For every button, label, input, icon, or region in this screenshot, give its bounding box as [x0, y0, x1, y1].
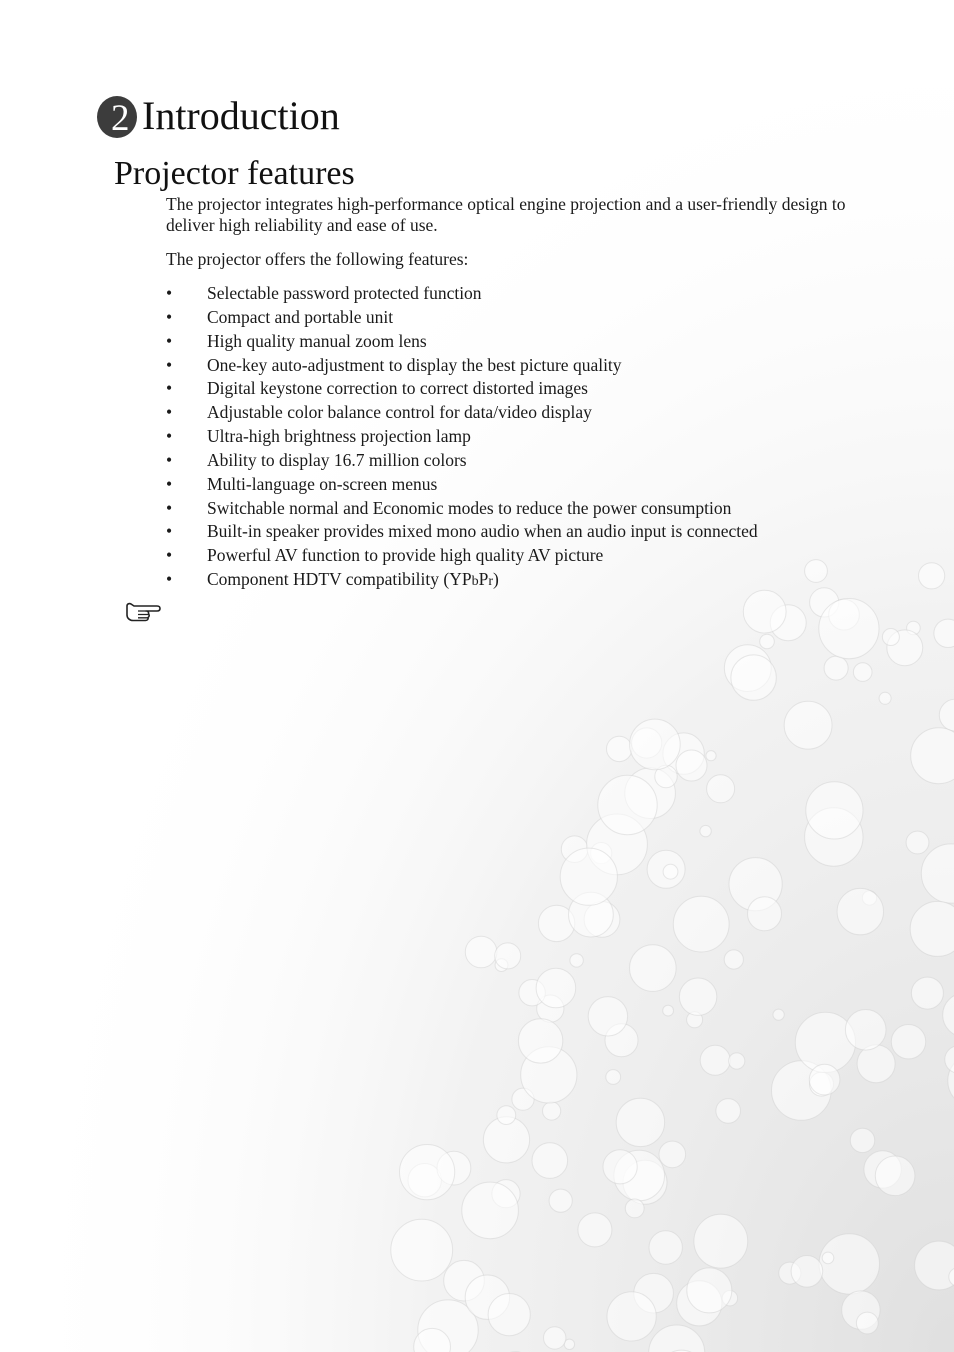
intro-paragraph: The projector integrates high-performance optical engine projection and a user-friendly design to deliver high reliability and ease of use. — [166, 194, 846, 235]
bullet: • — [166, 378, 173, 399]
bullet: • — [166, 306, 173, 327]
bullet: • — [166, 283, 173, 303]
bullet: • — [166, 330, 173, 351]
bullet: • — [166, 473, 173, 494]
feature-text: High quality manual zoom lens — [207, 330, 427, 351]
feature-text: Selectable password protected function — [207, 283, 482, 303]
bullet: • — [166, 569, 173, 590]
feature-text: Built-in speaker provides mixed mono audio when an audio input is connected — [207, 521, 758, 542]
bullet: • — [166, 449, 173, 470]
hdtv-prefix: Component HDTV compatibility (YP — [207, 569, 472, 590]
bullet: • — [166, 402, 173, 423]
chapter-title: Introduction — [142, 93, 340, 138]
hdtv-sub-r: r — [488, 574, 493, 590]
feature-text: Compact and portable unit — [207, 306, 394, 327]
feature-text: Switchable normal and Economic modes to reduce the power consumption — [207, 497, 732, 518]
chapter-number-badge — [97, 96, 137, 138]
hdtv-suffix: ) — [493, 569, 499, 590]
bullet: • — [166, 521, 173, 542]
feature-text: Ultra-high brightness projection lamp — [207, 426, 471, 447]
hdtv-sub-b: b — [471, 574, 479, 590]
bullet: • — [166, 545, 173, 566]
bullet: • — [166, 426, 173, 447]
lead-paragraph: The projector offers the following features: — [166, 249, 469, 269]
feature-text: Digital keystone correction to correct distorted images — [207, 378, 588, 399]
feature-text: Powerful AV function to provide high quality AV picture — [207, 545, 604, 566]
bullet: • — [166, 354, 173, 375]
pointing-hand-icon — [124, 600, 162, 624]
feature-text: Ability to display 16.7 million colors — [207, 449, 467, 470]
bullet: • — [166, 497, 173, 518]
chapter-number: 2 — [111, 98, 130, 139]
feature-text-hdtv — [207, 569, 499, 592]
feature-text: Multi-language on-screen menus — [207, 473, 438, 494]
feature-text: One-key auto-adjustment to display the best picture quality — [207, 354, 622, 375]
section-title: Projector features — [114, 155, 355, 192]
feature-text: Adjustable color balance control for data/video display — [207, 402, 592, 423]
hdtv-mid: P — [478, 569, 489, 590]
